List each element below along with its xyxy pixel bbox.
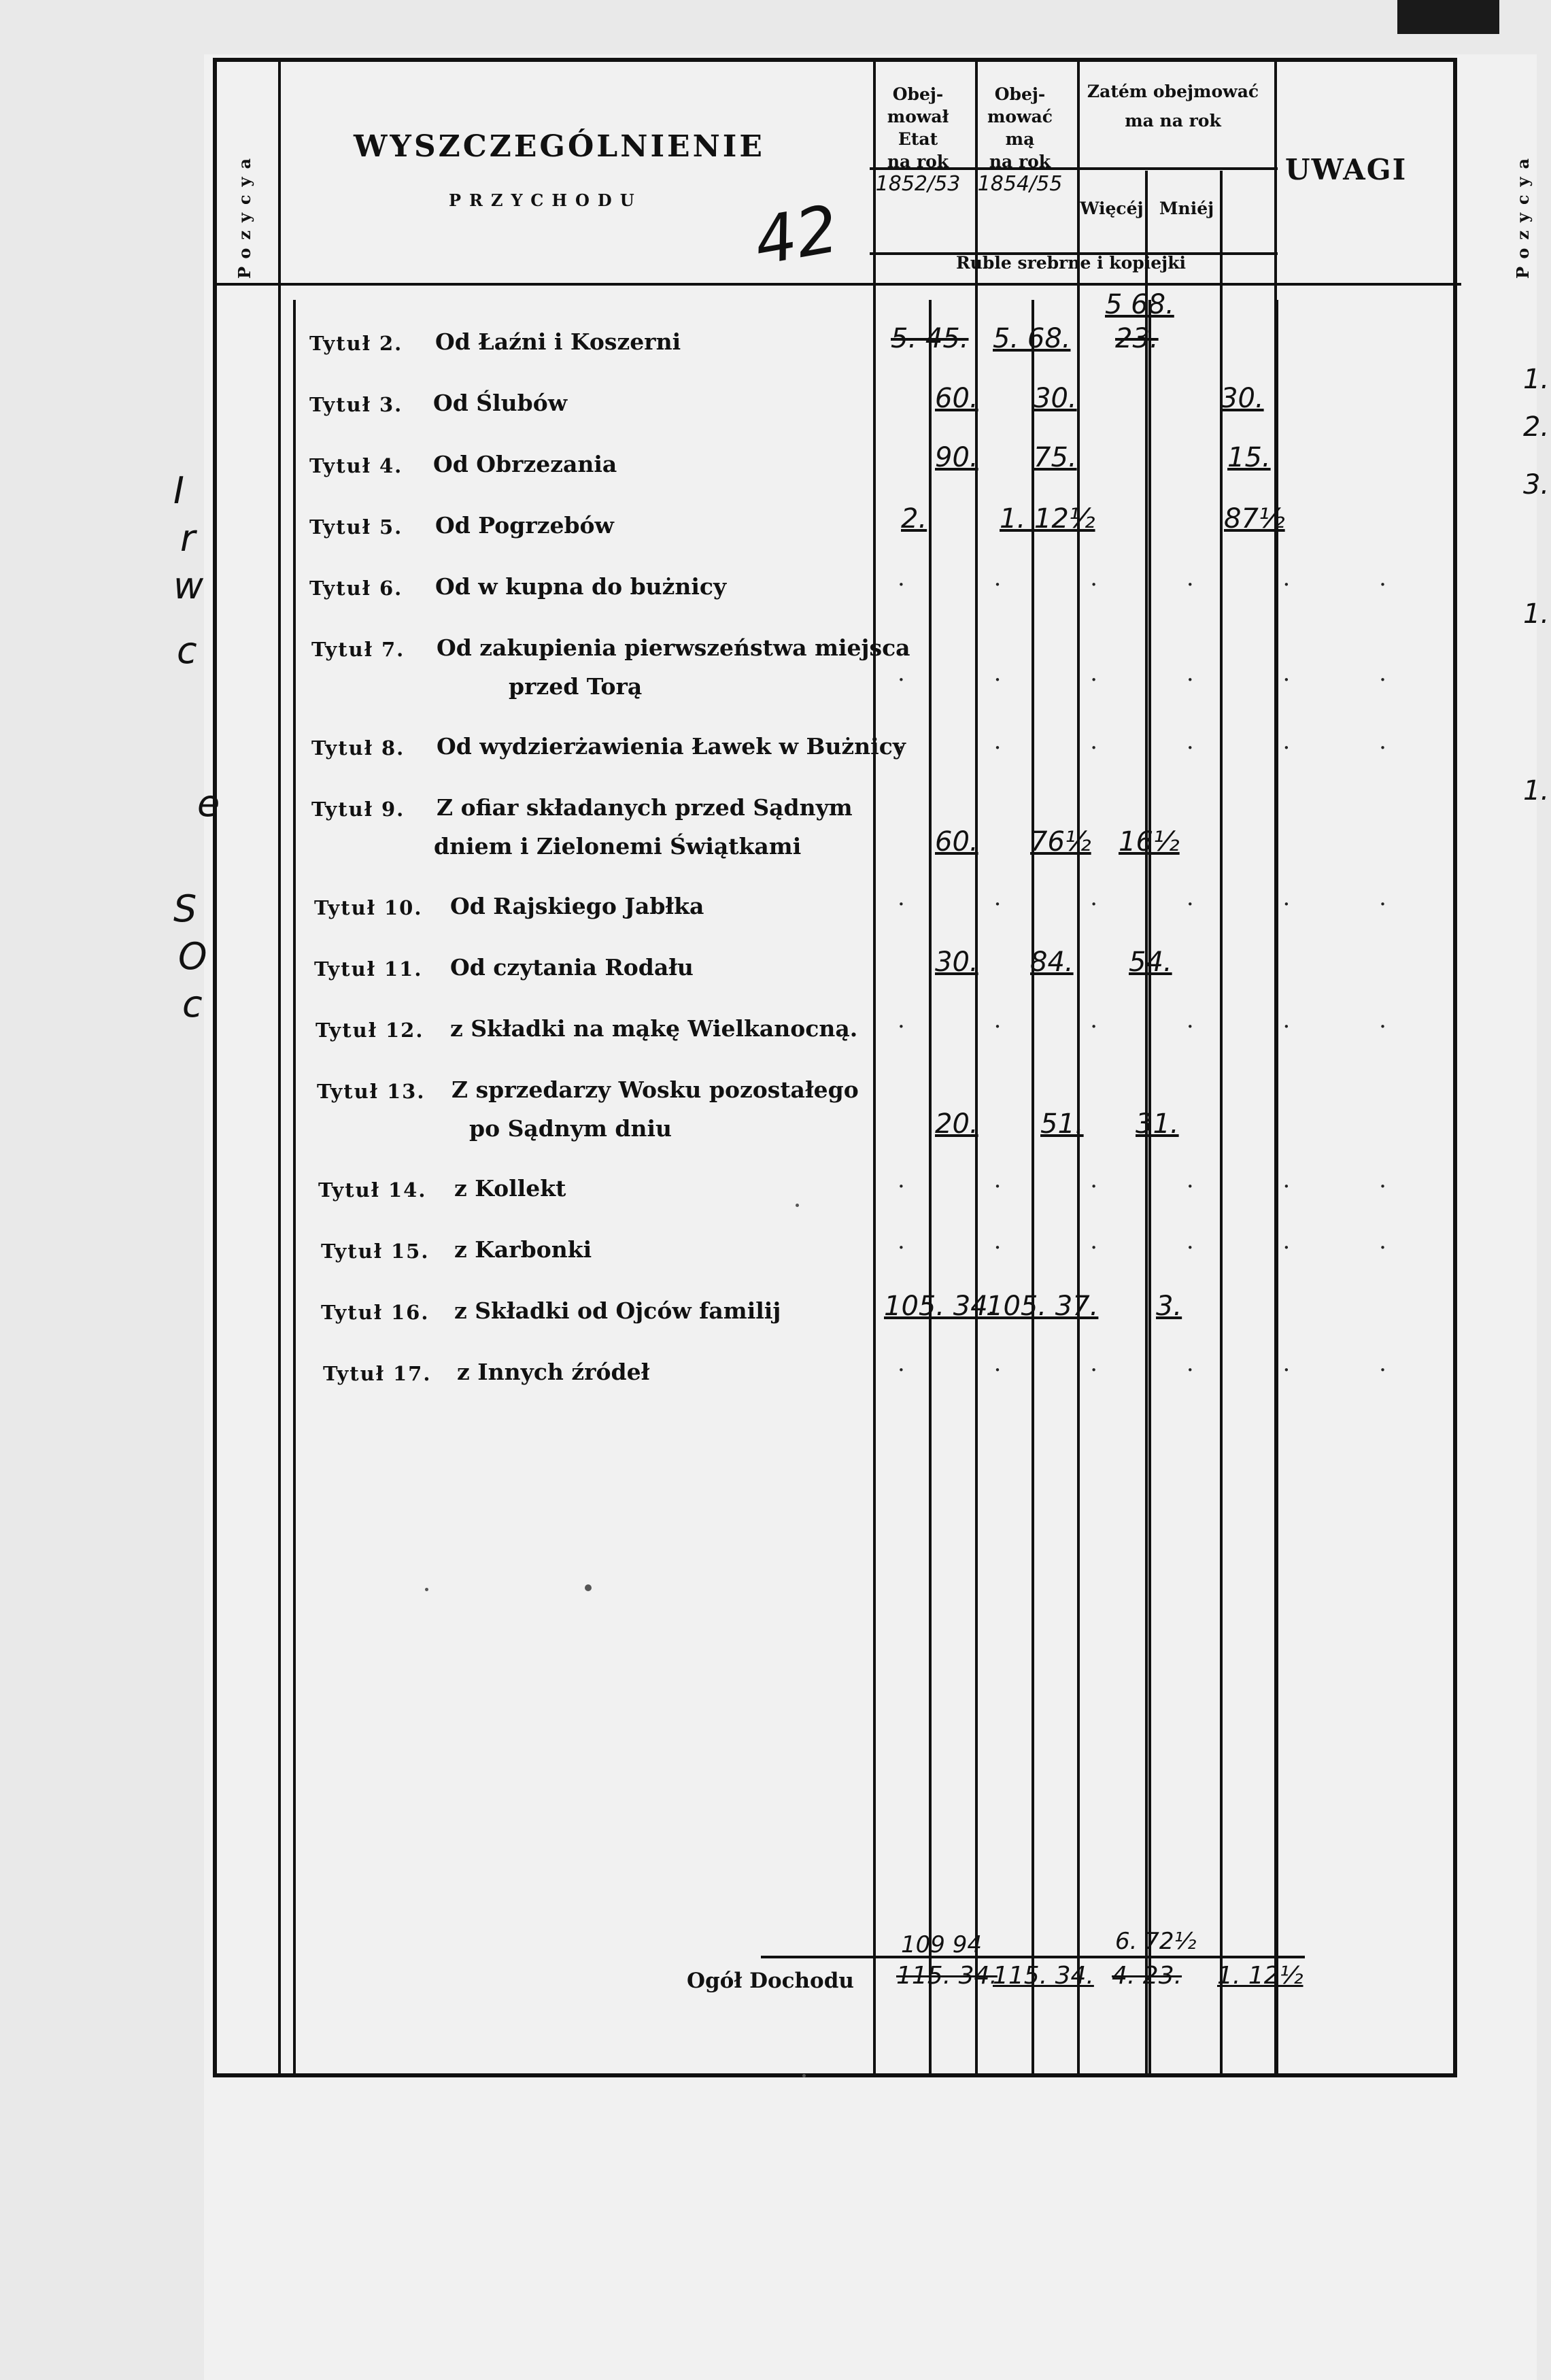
mniej-header: Mniéj	[1159, 199, 1214, 218]
row-code: Tytuł 14.	[318, 1178, 427, 1202]
grid-line	[873, 62, 876, 2073]
value-new-year: 75.	[1034, 442, 1077, 473]
row-code: Tytuł 12.	[316, 1019, 424, 1042]
scan-speck	[585, 1584, 592, 1591]
value-less: 87½	[1224, 503, 1285, 534]
dotted-leader: · · · · · ·	[898, 734, 1427, 762]
margin-mark: r	[180, 517, 196, 560]
total-more-correction: 6. 72½	[1115, 1928, 1197, 1955]
margin-mark: c	[182, 983, 203, 1025]
value-old-year: 90.	[935, 442, 978, 473]
value-more: 23.	[1115, 323, 1159, 354]
dotted-leader: · · · · · ·	[898, 571, 1427, 598]
dotted-leader: · · · · · ·	[898, 1013, 1427, 1040]
row-label: Od Łaźni i Koszerni	[435, 328, 681, 355]
zatem-header: Zatém obejmować ma na rok	[1087, 82, 1259, 131]
value-new-year: 5. 68.	[993, 323, 1071, 354]
row-label: z Składki od Ojców familij	[454, 1297, 781, 1324]
page-title: WYSZCZEGÓLNIENIE	[354, 129, 765, 164]
value-new-year: 1. 12½	[1000, 503, 1095, 534]
value-new-year: 30.	[1034, 383, 1077, 414]
total-more-old: 4. 23.	[1112, 1962, 1182, 1990]
unit-header: Ruble srebrne i kopiejki	[955, 253, 1187, 273]
row-label: Od Rajskiego Jabłka	[450, 893, 704, 919]
dotted-leader: · · · · · ·	[898, 666, 1427, 694]
row-label-continued: dniem i Zielonemi Świątkami	[434, 833, 802, 860]
row-code: Tytuł 10.	[314, 896, 423, 919]
margin-mark: S	[173, 887, 197, 930]
scan-speck	[802, 2074, 806, 2077]
row-label: Od czytania Rodału	[450, 954, 694, 981]
row-code: Tytuł 5.	[309, 515, 403, 539]
scan-speck	[796, 1204, 799, 1207]
uwagi-header: UWAGI	[1285, 153, 1408, 186]
value-less: 15.	[1227, 442, 1271, 473]
margin-mark: O	[178, 935, 207, 978]
value-old-year: 20.	[935, 1108, 978, 1140]
row-label: Od Ślubów	[433, 390, 568, 416]
col2-header: Obej- mować mą na rok 1854/55	[977, 84, 1063, 196]
value-new-year: 105. 37.	[986, 1291, 1099, 1322]
value-new-year: 76½	[1030, 826, 1091, 857]
right-edge-number: 1.	[1523, 775, 1550, 806]
margin-mark: e	[197, 782, 220, 825]
total-old-year-correction: 109 94	[901, 1931, 982, 1958]
grid-line	[217, 283, 1461, 286]
total-old-year: 115. 34.	[896, 1962, 998, 1990]
value-old-year: 5. 45.	[891, 323, 969, 354]
grid-line	[1077, 62, 1080, 2073]
value-old-year: 60.	[935, 383, 978, 414]
row-label: Od w kupna do bużnicy	[435, 573, 727, 600]
row-code: Tytuł 4.	[309, 454, 403, 477]
col1-header: Obej- mował Etat na rok 1852/53	[875, 84, 961, 196]
grid-line	[278, 62, 281, 2073]
total-less: 1. 12½	[1217, 1962, 1303, 1990]
row-code: Tytuł 2.	[309, 332, 403, 355]
row-label: z Karbonki	[454, 1236, 592, 1263]
dotted-leader: · · · · · ·	[898, 891, 1427, 918]
row-code: Tytuł 15.	[321, 1240, 430, 1263]
value-new-year: 84.	[1030, 947, 1074, 978]
row-code: Tytuł 6.	[309, 577, 403, 600]
income-table	[213, 58, 1457, 2077]
grid-line	[1274, 62, 1277, 2073]
value-old-year: 2.	[901, 503, 927, 534]
value-more: 31.	[1136, 1108, 1179, 1140]
grid-line	[1220, 171, 1223, 2073]
total-label: Ogół Dochodu	[687, 1969, 854, 1993]
right-edge-number: 2.	[1523, 411, 1550, 443]
value-old-year: 60.	[935, 826, 978, 857]
row-label: Z ofiar składanych przed Sądnym	[437, 794, 853, 821]
scan-speck	[425, 1588, 428, 1591]
grid-line	[293, 300, 296, 2073]
dotted-leader: · · · · · ·	[898, 1234, 1427, 1261]
row-label: Od wydzierżawienia Ławek w Bużnicy	[437, 733, 906, 760]
value-old-year: 30.	[935, 947, 978, 978]
value-more: 3.	[1156, 1291, 1182, 1322]
total-rule	[761, 1956, 1305, 1958]
row-code: Tytuł 17.	[323, 1362, 432, 1385]
page-subtitle: PRZYCHODU	[449, 190, 643, 210]
row-label-continued: przed Torą	[509, 673, 643, 700]
wiecej-header: Więcéj	[1080, 199, 1144, 218]
row-code: Tytuł 8.	[311, 736, 405, 760]
row-label: Od zakupienia pierwszeństwa miejsca	[437, 634, 910, 661]
dotted-leader: · · · · · ·	[898, 1357, 1427, 1384]
row-label: z Innych źródeł	[457, 1359, 650, 1385]
row-code: Tytuł 7.	[311, 638, 405, 661]
row-label: z Składki na mąkę Wielkanocną.	[450, 1015, 858, 1042]
row-label: Od Obrzezania	[433, 451, 617, 477]
margin-mark: I	[173, 469, 184, 512]
handwritten-page-number: 42	[749, 190, 844, 280]
row-code: Tytuł 16.	[321, 1301, 430, 1324]
value-old-year: 105. 34.	[884, 1291, 997, 1322]
row-label: Od Pogrzebów	[435, 512, 614, 539]
value-less: 30.	[1221, 383, 1264, 414]
margin-mark: w	[173, 564, 204, 607]
grid-line	[975, 62, 978, 2073]
pozycya-right-header: Pozycya	[1513, 150, 1533, 279]
right-edge-number: 1.	[1523, 598, 1550, 630]
row-code: Tytuł 3.	[309, 393, 403, 416]
row-code: Tytuł 13.	[317, 1080, 426, 1103]
value-more: 54.	[1129, 947, 1172, 978]
margin-mark: c	[177, 629, 197, 672]
row-code: Tytuł 9.	[311, 798, 405, 821]
value-new-year: 51.	[1040, 1108, 1084, 1140]
row-label: Z sprzedarzy Wosku pozostałego	[451, 1076, 859, 1103]
value-more-correction: 5 68.	[1105, 289, 1174, 320]
page-fold-shadow	[1397, 0, 1499, 34]
value-more: 16½	[1119, 826, 1180, 857]
row-label: z Kollekt	[454, 1175, 566, 1202]
pozycya-header: Pozycya	[235, 150, 254, 279]
right-edge-number: 3.	[1523, 469, 1550, 500]
right-edge-number: 1.	[1523, 364, 1550, 395]
total-new-year: 115. 34.	[993, 1962, 1094, 1990]
row-code: Tytuł 11.	[314, 957, 423, 981]
dotted-leader: · · · · · ·	[898, 1173, 1427, 1200]
row-label-continued: po Sądnym dniu	[469, 1115, 672, 1142]
